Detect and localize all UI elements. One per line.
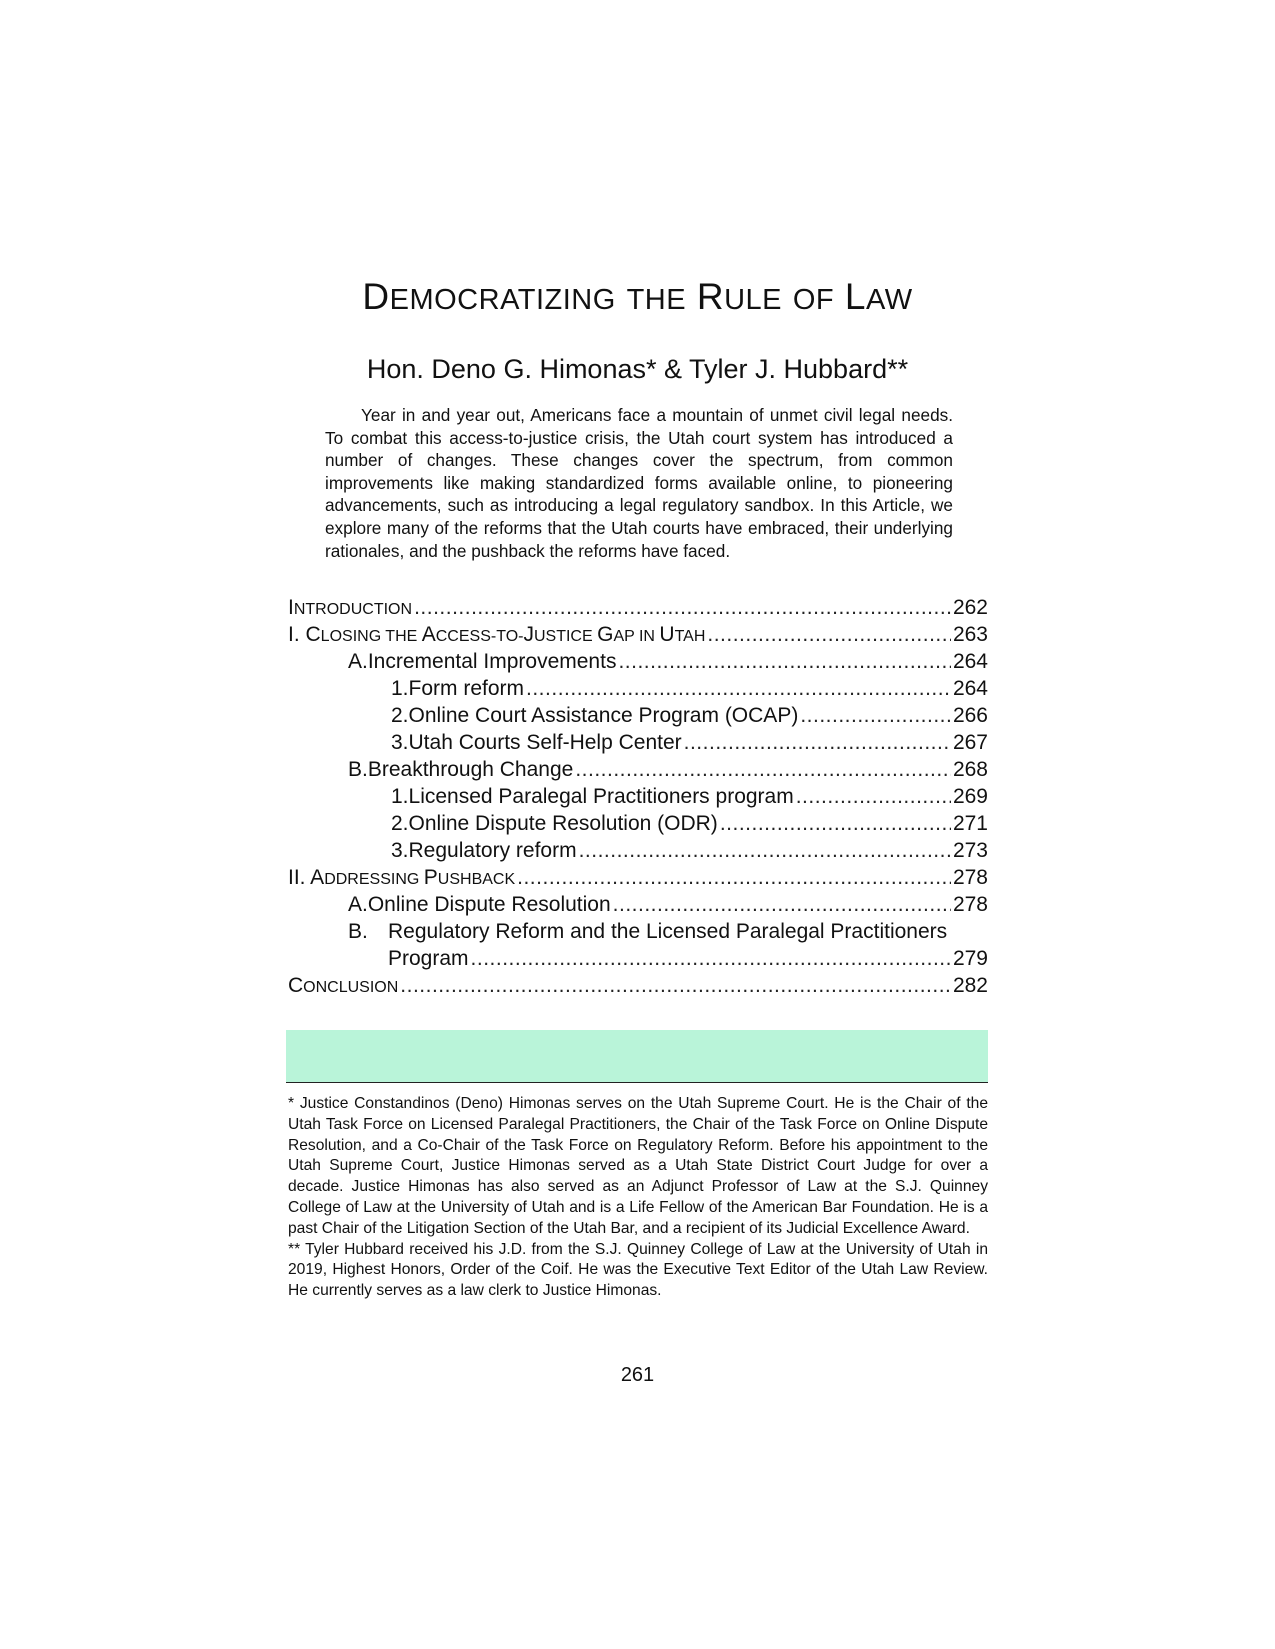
article-title: DEMOCRATIZING THE RULE OF LAW (362, 276, 913, 317)
toc-entry-part-2[interactable] (288, 864, 988, 891)
toc-page-number: 262 (952, 596, 988, 619)
toc-label: Breakthrough Change (367, 758, 574, 781)
toc-item-number: 1. (391, 785, 409, 808)
toc-page-number: 271 (952, 812, 988, 835)
toc-page-number: 268 (952, 758, 988, 781)
toc-entry-conclusion[interactable] (288, 972, 988, 999)
toc-entry-part-1[interactable] (288, 621, 988, 648)
table-of-contents (288, 594, 988, 999)
toc-item-number: 2. (391, 812, 409, 835)
toc-label: CONCLUSION (288, 974, 399, 997)
toc-page-number: 278 (952, 893, 988, 916)
toc-entry-incremental-improvements[interactable] (288, 648, 988, 675)
abstract: Year in and year out, Americans face a mountain of unmet civil legal needs. To combat this access-to-justice crisis, the Utah court system has introduced a number of changes. These changes cover the spectrum, from common improvements like making standardized forms available online, to pioneering advancements, such as introducing a legal regulatory sandbox. In this Article, we explore many of the reforms that the Utah courts have embraced, their underlying rationales, and the pushback the reforms have faced. (325, 405, 953, 561)
toc-item-number: B. (348, 758, 368, 781)
toc-label: I. CLOSING THE ACCESS-TO-JUSTICE GAP IN UTAH (288, 623, 706, 646)
toc-leader-dots (796, 783, 951, 810)
toc-label: Online Dispute Resolution (367, 893, 611, 916)
toc-leader-dots (684, 729, 951, 756)
footnotes (288, 1094, 988, 1302)
toc-entry-odr[interactable] (288, 810, 988, 837)
toc-entry-lpp-program[interactable] (288, 783, 988, 810)
toc-entry-introduction[interactable] (288, 594, 988, 621)
toc-label: Online Dispute Resolution (ODR) (408, 812, 718, 835)
toc-label: II. ADDRESSING PUSHBACK (288, 866, 516, 889)
toc-leader-dots (618, 648, 951, 675)
toc-item-number: 1. (391, 677, 409, 700)
toc-page-number: 266 (952, 704, 988, 727)
toc-leader-dots (400, 972, 951, 999)
toc-label: Regulatory reform (408, 839, 577, 862)
toc-page-number: 267 (952, 731, 988, 754)
toc-entry-ocap[interactable] (288, 702, 988, 729)
toc-page-number: 264 (952, 677, 988, 700)
footnote-author-1: * Justice Constandinos (Deno) Himonas serves on the Utah Supreme Court. He is the Chair of the Utah Task Force on Licensed Paralegal Practitioners, the Chair of the Task Force on Online Dispute Resolution, and a Co-Chair of the Task Force on Regulatory Reform. Before his appointment to the Utah Supreme Court, Justice Himonas served as a Utah State District Court Judge for over a decade. Justice Himonas has also served as an Adjunct Professor of Law at the S.J. Quinney College of Law at the University of Utah and is a Life Fellow of the American Bar Foundation. He is a past Chair of the Litigation Section of the Utah Bar, and a recipient of its Judicial Excellence Award. (288, 1095, 988, 1237)
toc-leader-dots (720, 810, 951, 837)
page-number: 261 (620, 1364, 655, 1386)
toc-item-number: 2. (391, 704, 409, 727)
toc-entry-regulatory-reform-lpp-continued[interactable] (288, 945, 988, 972)
toc-page-number: 278 (952, 866, 988, 889)
toc-label: Incremental Improvements (367, 650, 617, 673)
toc-leader-dots (800, 702, 951, 729)
toc-page-number: 279 (952, 947, 988, 970)
toc-label: Utah Courts Self-Help Center (408, 731, 682, 754)
toc-leader-dots (471, 945, 951, 972)
toc-leader-dots (579, 837, 951, 864)
toc-entry-self-help-center[interactable] (288, 729, 988, 756)
footnote-divider (286, 1082, 988, 1083)
toc-entry-breakthrough-change[interactable] (288, 756, 988, 783)
toc-page-number: 264 (952, 650, 988, 673)
toc-label: INTRODUCTION (288, 596, 413, 619)
toc-entry-online-dispute-resolution[interactable] (288, 891, 988, 918)
toc-leader-dots (613, 891, 951, 918)
toc-label: Online Court Assistance Program (OCAP) (408, 704, 799, 727)
toc-entry-regulatory-reform-lpp[interactable] (288, 918, 988, 945)
toc-item-number: B. (348, 920, 368, 943)
toc-leader-dots (517, 864, 951, 891)
toc-page-number: 263 (952, 623, 988, 646)
toc-label: Regulatory Reform and the Licensed Paralegal Practitioners (388, 920, 948, 943)
toc-label: Licensed Paralegal Practitioners program (408, 785, 794, 808)
footnote-author-2: ** Tyler Hubbard received his J.D. from the S.J. Quinney College of Law at the University of Utah in 2019, Highest Honors, Order of the Coif. He was the Executive Text Editor of the Utah Law Review. He currently serves as a law clerk to Justice Himonas. (288, 1240, 988, 1300)
author-line: Hon. Deno G. Himonas* & Tyler J. Hubbard** (366, 354, 909, 384)
toc-item-number: A. (348, 650, 368, 673)
toc-item-number: 3. (391, 731, 409, 754)
toc-item-number: A. (348, 893, 368, 916)
toc-page-number: 269 (952, 785, 988, 808)
toc-label-continued: Program (388, 947, 469, 970)
toc-leader-dots (575, 756, 951, 783)
toc-leader-dots (414, 594, 951, 621)
highlight-bar (286, 1030, 988, 1082)
toc-page-number: 282 (952, 974, 988, 997)
toc-leader-dots (526, 675, 951, 702)
toc-entry-regulatory-reform[interactable] (288, 837, 988, 864)
toc-entry-form-reform[interactable] (288, 675, 988, 702)
toc-leader-dots (707, 621, 951, 648)
toc-item-number: 3. (391, 839, 409, 862)
toc-label: Form reform (408, 677, 525, 700)
toc-page-number: 273 (952, 839, 988, 862)
